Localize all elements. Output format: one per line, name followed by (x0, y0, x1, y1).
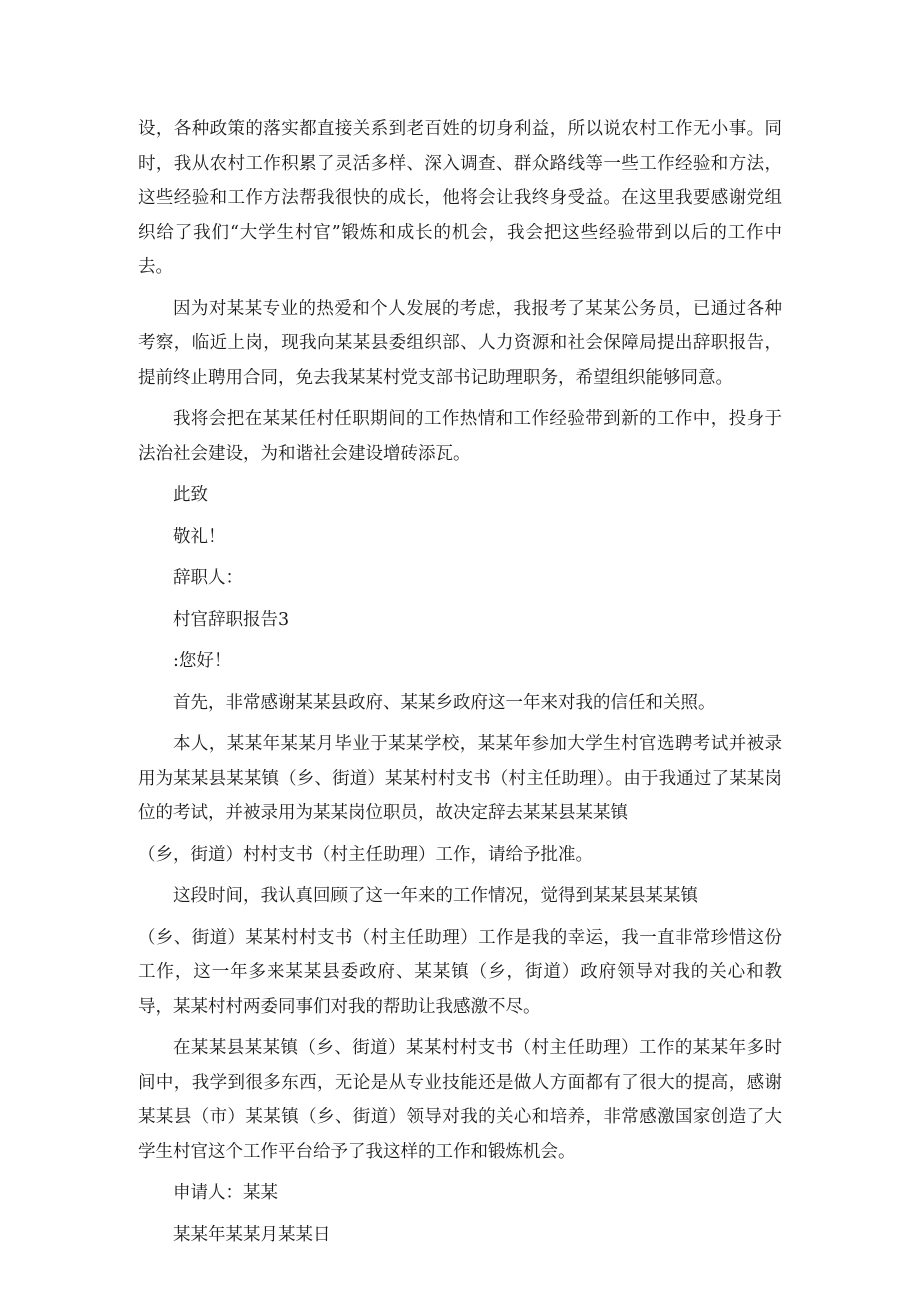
closing-regards: 敬礼！ (173, 526, 226, 547)
paragraph-request: （乡，街道）村村支书（村主任助理）工作，请给予批准。 (138, 844, 593, 865)
paragraph-background: 本人，某某年某某月毕业于某某学校，某某年参加大学生村官选聘考试并被录用为某某县某某镇（乡、街道）某某村村支书（村主任助理）。由于我通过了某某岗位的考试，并被录用为某某岗位职员，故决定辞去某某县某某镇 (138, 734, 782, 823)
closing-salutation: 此致 (173, 485, 208, 505)
paragraph-thanks: 首先，非常感谢某某县政府、某某乡政府这一年来对我的信任和关照。 (173, 692, 716, 713)
paragraph-resignation-reason: 因为对某某专业的热爱和个人发展的考虑，我报考了某某公务员，已通过各种考察，临近上岗，现我向某某县委组织部、人力资源和社会保障局提出辞职报告，提前终止聘用合同，免去我某某村党支部书记助理职务，希望组织能够同意。 (138, 298, 782, 388)
paragraph-gratitude: 在某某县某某镇（乡、街道）某某村村支书（村主任助理）工作的某某年多时间中，我学到很多东西，无论是从专业技能还是做人方面都有了很大的提高，感谢某某县（市）某某镇（乡、街道）领导对我的关心和培养，非常感激国家创造了大学生村官这个工作平台给予了我这样的工作和锻炼机会。 (138, 1038, 782, 1162)
greeting: :您好！ (173, 651, 232, 671)
paragraph-future-commitment: 我将会把在某某任村任职期间的工作热情和工作经验带到新的工作中，投身于法治社会建设，为和谐社会建设增砖添瓦。 (138, 409, 782, 464)
section-title: 村官辞职报告3 (173, 609, 290, 630)
applicant-signature: 申请人：某某 (173, 1183, 278, 1203)
signature-date: 某某年某某月某某日 (173, 1224, 331, 1245)
document-page (138, 112, 782, 1252)
resigner-label: 辞职人： (173, 568, 243, 588)
paragraph-review: （乡、街道）某某村村支书（村主任助理）工作是我的幸运，我一直非常珍惜这份工作，这一年多来某某县委政府、某某镇（乡，街道）政府领导对我的关心和教导，某某村村两委同事们对我的帮助让我感激不尽。 (138, 927, 782, 1017)
paragraph-review-intro: 这段时间，我认真回顾了这一年来的工作情况，觉得到某某县某某镇 (173, 886, 698, 906)
paragraph-continuation: 设，各种政策的落实都直接关系到老百姓的切身利益，所以说农村工作无小事。同时，我从农村工作积累了灵活多样、深入调查、群众路线等一些工作经验和方法，这些经验和工作方法帮我很快的成长，他将会让我终身受益。在这里我要感谢党组织给了我们“大学生村官”锻炼和成长的机会，我会把这些经验带到以后的工作中去。 (138, 119, 782, 277)
